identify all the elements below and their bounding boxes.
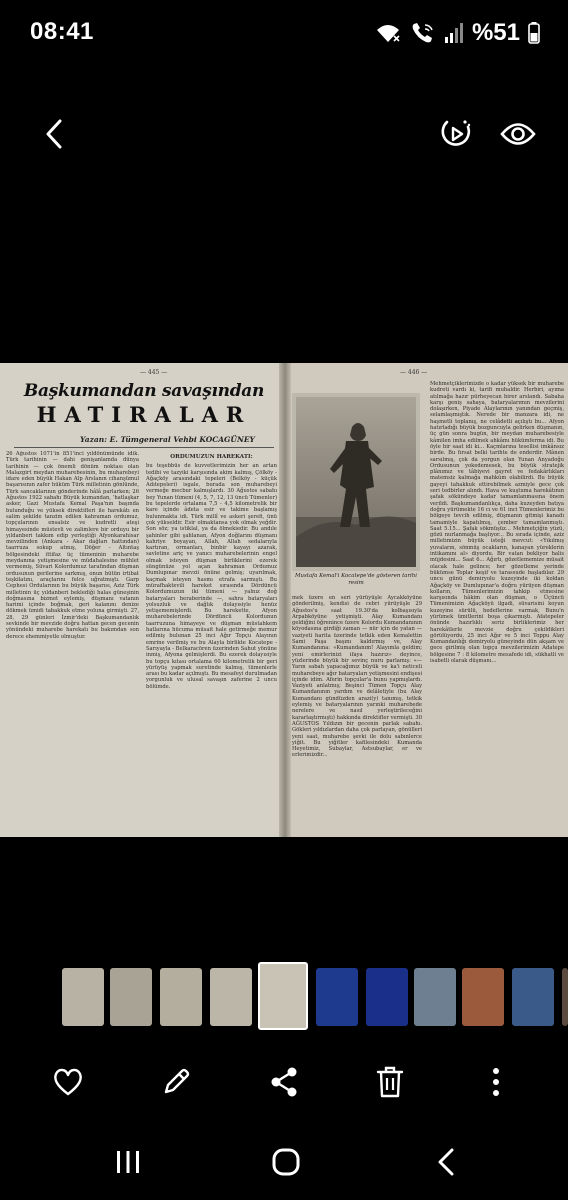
wifi-icon [374, 22, 402, 44]
headline-line-2: HATIRALAR [36, 402, 252, 427]
article-byline: Yazan: E. Tümgeneral Vehbi KOCAGÜNEY [80, 435, 255, 444]
edit-icon[interactable] [158, 1064, 194, 1100]
thumbnail-6[interactable] [316, 968, 358, 1026]
thumbnail-10[interactable] [512, 968, 554, 1026]
article-column-2 [146, 451, 277, 835]
eye-icon[interactable] [498, 114, 538, 154]
thumbnail-5-selected[interactable] [258, 962, 308, 1030]
more-icon[interactable] [478, 1064, 514, 1100]
page-number-left: — 445 — [140, 369, 168, 376]
status-time: 08:41 [30, 18, 94, 45]
thumbnail-11[interactable] [562, 968, 568, 1026]
signal-icon [444, 22, 464, 44]
headline-rule [14, 447, 274, 448]
column-3-text: mek üzere en seri yürüyüşle Aycakköyüne gönderilmiş, kendisi de cebri yürüyüşle 29 Ağustos'u saat 19.30'da kolbaşısıyla Arpabköyüne yetişmişti. Alay Kumandanı geldiğini öğrenince üzere Kolordu Kumandanının köyodasına girdiği zaman — nür için de yatan — vaziyeti harita üzerinde tetkik eden Kemalettin Sami Paşa başını kaldırmış ve, Alay Kumandanına: «Kumandanım! Alayımla geldim; yeni emirlerinizi ifaya hazırız» deyince, yüzlerinde büyük bir sevinç nuru parlamış: «— Yarın sabah yapacağımız büyük ve ka'i neticeli muharebeye ağır bataryaları yetişmesini endişesi içinde idim. Aferin topçular'a bunu yapmışlardı. Vaziyeti anlatmış; Beşinci Tümen Topçu Alay Kumandanının yardım ve delâletiyle (bu Alay Kumandanı gündüzden arazi(y) tanımış, tetkik eylemiş ve bataryalarının yarınki muharebede nerelere ve nasıl yerleştirileceğini kararlaştırmıştı) hakkında direktifler vermişti. 30 AĞUSTOS Yıldızın bir gecenin parlak sabahı. Gökleri yıldızlardan daha çok parlayan, gönülleri yeni saat, muharebe şevki ile dolu sabınlerce yiğit. Bu yiğitler kafilesindeki Kumanda Heyetimiz, Subaylar, Astsubaylar, er ve erlerimizdir... [292, 595, 422, 759]
article-photo [292, 393, 420, 571]
column-4-text: Mehmetçiklerimizde o kadar yüksek bir muharebe kudreti vardı ki, tarifi muhaldir. Herbiri, ayıma atılmağa hazır pürheyecan birer arslandı. Sabaha karşı geniş sahaya, bataryalarımın mevzilerini dolaşırken, Piyade Alaylarının yanından geçmiş, selamlaşmıştık. Nerede bir manzara idi, ne haşmetli toplanış, ne celâdetli açılıştı bu... Afyon hatırladığı büyük bozguncuyla gelirken düşmanın, üç gün sonra bugün, bir meydan muharebesiyle kâmilen imha edilmek ahkâmı hükümferma idi. Bu öyle bir saat idi ki... Kaçmlarına tesellisi imkânsız birde. Bu fırsat belki tarihte de enderdir. Mânen sarsılmış, çok da yorgun olan Yunan Anyadoğu Ordusunun yokedemesek, bu büyük stratejik plânımız ve tâbiyevi gayret ve fedakârlıkları matemsiz kalmağa mahkûm olabilirdi. Bu büyük gayeyi tahakkuk ettirebilmek azmiyle gece çok seri tedbirler alındı. Hava ve kuştuma harekâtının şafak sökündeye kadar tamamlanmasına önem verildi. Başkumandanlıkça, daha kuzeyden batıya doğru yürümekte 16 cı ve 61 inci Tümenlerimiz bu bölgeye tevcih edilmiş, düşmanın gitmişi kanadı tamamiyle kapatılmış, çember tamamlanmıştı. Saat 5.15... Şafak sökmüşüz... Mehmetçiğin yüzü, gözü nurlanmağa başlıyor... Bu sırada içinde, aziz milletimizin büyük isteği mevcut: «Yıkılmış yuvaların, sönmüş ocakların, kanayan yüreklerin intikamını al» diyordu. Bir vatan bekliyor halis müjdesini... Saat 6... Ağırtı, gözetlememize müsait olacak hale gelince; her gözetleme yerinde bükümse Toplar keşif ve tarassude başladılar. 29 uncu günü demiryolu kuzeyinde iki koldan Ağaçköy ve Dumlupınar'a doğru yürüyen düşman kolların, Tümenlerimizin tahkip etmesine karşısında hâkim olan düşman, o Üçüncü Tümenimizin Ağaçköyü ilgadi, süvarisini koyun kuzeyine sürülü, hedeflerine varmak, Bunu'n yürümek ümitlerini boşa çıkarmıştı. Afatepeler önünde hazırlıklı seriz birliklerimiz her harekâtlerle mevzie doğru çekildikleri görülüyordu. 25 inci Ağır ve 5 inci Toppu Alay Kumandanlığı demiryolu güneyinde dün akşam ve gece girilmiş olan topçu mevzilerimizin Adatepe bölgesine 7 : 8 kilometre mesafede idi, sükhatli ve isabetli olarak düşmanı... [430, 381, 564, 665]
nav-back-icon[interactable] [426, 1146, 466, 1178]
navigation-bar [0, 1140, 568, 1184]
home-icon[interactable] [266, 1146, 306, 1178]
status-bar [0, 0, 568, 66]
page-spine [279, 363, 291, 837]
subheading-ordumuzun-harekati: ORDUMUZUN HAREKATI: [170, 454, 253, 460]
status-icons [374, 18, 540, 48]
share-icon[interactable] [266, 1064, 302, 1100]
thumbnail-strip [0, 966, 568, 1030]
article-column-3 [292, 595, 422, 835]
heart-icon[interactable] [50, 1064, 86, 1100]
column-1-text: 26 Ağustos 1071'in 851'inci yıldönümünde idik. Türk tarihinin — dahi genişanlamda dünya tarihinin — çok önemli dönüm noktası olan Malazgirt meydan muharebesinin, bu muharebeyi idare eden büyük Hakan Alp Arslanın cihanşümul başarısının zafer hüküm Türk milletinin gönlünde, Türk sancaklarının gönderinde hâlâ parlarken; 26 Ağustos 1922 sabahı Büyük kumandan, 'hatlaşkar asker, Gazi Mustafa Kemal Paşa'nın başında bulunduğu ve yüksek direktifleri ile harekâtı en salim şekilde tanzim edilen kahraman ordumuz, topçularının ensalsiz ve kudretli ateşi himayesinde müstevli ve zalimlere bir orduyu bir yıldanberi takkım edip yerleştiği Afyonkarahisar mevzilinden (Ankara - Akar dağları hattından) taarruza sokup atmış, Döğer - Altıntaş bölgesindeki ittifaz üç tümeninin muharebe meydanına yetişmesine ve müdahalesine mühlet vermemiş, Süvari Kolordumuz tarafından düşman ordusunun gerilerine sarkmış, onun bütün irtibat teşkilatını, araçlarını felce uğratmıştı. Garp Cephesi Ordularının bu büyük başarısı, Aziz Türk milletinin üç yıldanberi beklediği halas güneşinin doğmasına bizmet eylemiş, düşmanı vatanın harimi içinde boğmak, geri kalanını denize dökmek ümidi tabakkuk etme yoluna girmişti. 27, 28, 29 günleri İzmir'deki Başkumandanlık sevkinde bir mevzide doğru hattan gecen gecenin yönündeki muharebe harekatı bu bakımdan son derece ehemmiyetle olmuştur. [6, 451, 139, 640]
back-arrow-icon[interactable] [36, 114, 72, 154]
headline-line-1: Başkumandan savaşından [23, 381, 265, 401]
delete-icon[interactable] [372, 1064, 408, 1100]
viewer-toolbar [0, 100, 568, 166]
remaster-icon[interactable] [436, 114, 476, 154]
photo-action-bar [0, 1060, 568, 1104]
battery-percent: %51 [471, 19, 520, 46]
thumbnail-1[interactable] [62, 968, 104, 1026]
article-headline [14, 381, 274, 427]
thumbnail-2[interactable] [110, 968, 152, 1026]
wifi-call-icon [410, 21, 436, 45]
thumbnail-7[interactable] [366, 968, 408, 1026]
main-photo[interactable] [0, 363, 568, 837]
thumbnail-4[interactable] [210, 968, 252, 1026]
thumbnail-8[interactable] [414, 968, 456, 1026]
battery-icon [528, 22, 540, 44]
recents-icon[interactable] [108, 1146, 148, 1178]
article-column-4 [430, 381, 564, 835]
photo-caption: Mustafa Kemal'i Kocatepe'de gösteren tarihi resim [295, 573, 417, 586]
page-number-right: — 446 — [400, 369, 428, 376]
soldier-photo-image [296, 397, 416, 567]
thumbnail-3[interactable] [160, 968, 202, 1026]
column-2-text: bu teşebbüs de kuvvetlerimizin her an artan tedibi ve tazyiki karşısında akim kalmış, Çölköy - Ağaçköy arasındaki tepeleri (Belköy - küçük Adıtepeleri) isgale, burada son muharebeyi vermeğe mecbur kalmışlardı. 30 Ağustos sabahı bey Yunan tümeni (4, 5, 7, 12, 13 üncü Tümenler) bu tepelerde ortalama 7,5 - 4,5 kilometrelik bir kare içinde âdeta esir ve takime başlamış bulunmakta idi. Türk millî ve askeri şerefi, ünü çok yükseldir. Esir olmaktansa yok olmak yeğdir. Son söz; ya istiklal, ya da ölmekiedir. Bu andıle şahinler gibi şahlanan, Afyon doğlarını düşmanı kahriye boyayan, Allah, Allah sedalarıyla kartıran, ormanları, binbir kayayı azarak, savletine ariç ve yanıcı muharebelerinin engel olmak isteyen düşman birliklerini ezerek süngünüze yol açan kahraman Ordumuz Dumlupınar mevzii önüne gelmiş; uyarılmak, kaçmak isteyen hasmı etrafa sarmıştı. Bu mürafhaktevili hareket sırasında Dördüncü Kolordumuzun iki tümeni — yalnız doğ bataryaları beraberinde —, sahra bataryaları yolsuzluk ve dağlık dolayısiyle henüz yetişememişlerdi. Bu harekette, Afyon muharebelerinde Dördüncü Kolordunun taarruzuna himayeye ve düşman müstahkem hatlarına hücuma müsait hale getirmeğe memur edilmiş bulunan 25 inci Ağır Topçu Alayının emrine verilmiş ve bu Alayla birlikte Kocatepe - Sarıyayla - Belkaracören üzerinden Sahut yönüne inmiş, Afyona gelmişlerdi. Bu ezerek dolayısiyle bu topçu kıtası ortalama 60 kilometrelik bir geri yürüyüş yapmak suretinde kalmış, tümenlerle arası bu kadar açılmıştı. Bu mesafeyi durulmadan yorgunluk ve ulusal savaşın zaferine 2 uncu bölümde. [146, 463, 277, 690]
thumbnail-9[interactable] [462, 968, 504, 1026]
article-column-1 [6, 451, 139, 835]
